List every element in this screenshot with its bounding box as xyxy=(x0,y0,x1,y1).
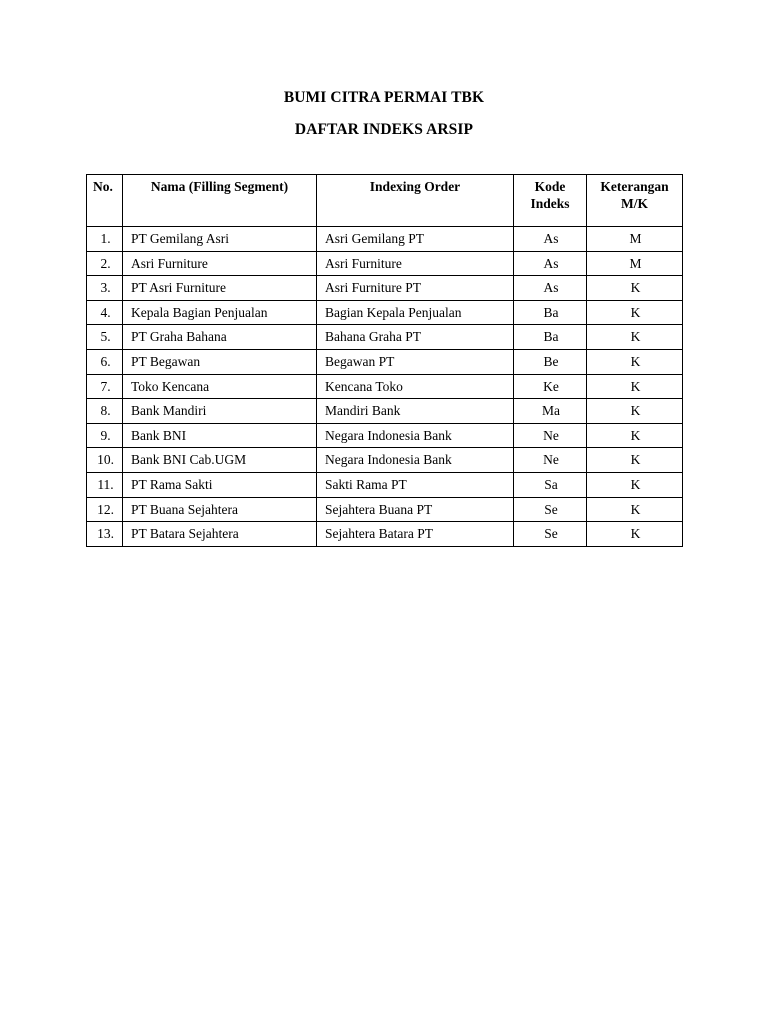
cell-indexing-order: Asri Furniture xyxy=(317,251,514,276)
cell-nama: PT Asri Furniture xyxy=(123,276,317,301)
cell-keterangan: K xyxy=(587,374,683,399)
table-row xyxy=(87,325,683,350)
cell-no: 7. xyxy=(87,374,123,399)
table-row xyxy=(87,472,683,497)
cell-nama: PT Rama Sakti xyxy=(123,472,317,497)
cell-kode: Ma xyxy=(514,399,587,424)
cell-keterangan: M xyxy=(587,251,683,276)
cell-no: 8. xyxy=(87,399,123,424)
header-row xyxy=(87,175,683,227)
cell-keterangan: K xyxy=(587,423,683,448)
table-row xyxy=(87,251,683,276)
cell-indexing-order: Negara Indonesia Bank xyxy=(317,423,514,448)
cell-kode: Ke xyxy=(514,374,587,399)
cell-no: 5. xyxy=(87,325,123,350)
table-body xyxy=(87,227,683,547)
cell-indexing-order: Asri Furniture PT xyxy=(317,276,514,301)
cell-keterangan: K xyxy=(587,497,683,522)
cell-keterangan: K xyxy=(587,448,683,473)
table-row xyxy=(87,448,683,473)
cell-nama: PT Buana Sejahtera xyxy=(123,497,317,522)
company-title: BUMI CITRA PERMAI TBK xyxy=(283,89,485,106)
cell-indexing-order: Begawan PT xyxy=(317,349,514,374)
archive-index-table xyxy=(86,174,683,547)
header-kode-line1: Kode xyxy=(534,179,566,194)
cell-no: 4. xyxy=(87,300,123,325)
cell-nama: PT Begawan xyxy=(123,349,317,374)
cell-nama: Bank BNI Cab.UGM xyxy=(123,448,317,473)
cell-no: 2. xyxy=(87,251,123,276)
cell-kode: Sa xyxy=(514,472,587,497)
cell-kode: Be xyxy=(514,349,587,374)
header-keterangan xyxy=(587,175,683,227)
cell-nama: Bank BNI xyxy=(123,423,317,448)
cell-nama: PT Batara Sejahtera xyxy=(123,522,317,547)
table-row xyxy=(87,349,683,374)
cell-no: 10. xyxy=(87,448,123,473)
header-keterangan-line1: Keterangan xyxy=(600,179,669,194)
cell-kode: Ba xyxy=(514,300,587,325)
cell-keterangan: K xyxy=(587,522,683,547)
cell-no: 6. xyxy=(87,349,123,374)
cell-indexing-order: Mandiri Bank xyxy=(317,399,514,424)
cell-nama: Bank Mandiri xyxy=(123,399,317,424)
cell-keterangan: K xyxy=(587,300,683,325)
header-no: No. xyxy=(87,175,123,227)
header-kode-line2: Indeks xyxy=(530,196,570,211)
header-nama: Nama (Filling Segment) xyxy=(123,175,317,227)
cell-kode: As xyxy=(514,276,587,301)
table-header xyxy=(87,175,683,227)
cell-nama: Toko Kencana xyxy=(123,374,317,399)
cell-kode: Se xyxy=(514,522,587,547)
table-row xyxy=(87,276,683,301)
cell-indexing-order: Sakti Rama PT xyxy=(317,472,514,497)
cell-no: 1. xyxy=(87,227,123,252)
cell-no: 9. xyxy=(87,423,123,448)
table-row xyxy=(87,374,683,399)
cell-nama: PT Gemilang Asri xyxy=(123,227,317,252)
table-row xyxy=(87,497,683,522)
cell-nama: PT Graha Bahana xyxy=(123,325,317,350)
table-row xyxy=(87,227,683,252)
cell-keterangan: K xyxy=(587,472,683,497)
cell-indexing-order: Kencana Toko xyxy=(317,374,514,399)
cell-indexing-order: Bahana Graha PT xyxy=(317,325,514,350)
cell-no: 12. xyxy=(87,497,123,522)
cell-indexing-order: Bagian Kepala Penjualan xyxy=(317,300,514,325)
cell-indexing-order: Negara Indonesia Bank xyxy=(317,448,514,473)
cell-kode: As xyxy=(514,227,587,252)
cell-kode: Se xyxy=(514,497,587,522)
cell-keterangan: K xyxy=(587,276,683,301)
cell-indexing-order: Asri Gemilang PT xyxy=(317,227,514,252)
table-row xyxy=(87,300,683,325)
cell-kode: As xyxy=(514,251,587,276)
header-kode-indeks xyxy=(514,175,587,227)
cell-no: 11. xyxy=(87,472,123,497)
header-indexing-order: Indexing Order xyxy=(317,175,514,227)
cell-kode: Ne xyxy=(514,423,587,448)
document-title: DAFTAR INDEKS ARSIP xyxy=(294,121,474,138)
cell-keterangan: K xyxy=(587,349,683,374)
table-row xyxy=(87,423,683,448)
header-keterangan-line2: M/K xyxy=(621,196,648,211)
cell-keterangan: M xyxy=(587,227,683,252)
cell-keterangan: K xyxy=(587,399,683,424)
cell-kode: Ba xyxy=(514,325,587,350)
cell-no: 3. xyxy=(87,276,123,301)
table-row xyxy=(87,522,683,547)
table-row xyxy=(87,399,683,424)
cell-nama: Kepala Bagian Penjualan xyxy=(123,300,317,325)
cell-indexing-order: Sejahtera Batara PT xyxy=(317,522,514,547)
cell-kode: Ne xyxy=(514,448,587,473)
cell-nama: Asri Furniture xyxy=(123,251,317,276)
cell-no: 13. xyxy=(87,522,123,547)
cell-indexing-order: Sejahtera Buana PT xyxy=(317,497,514,522)
cell-keterangan: K xyxy=(587,325,683,350)
